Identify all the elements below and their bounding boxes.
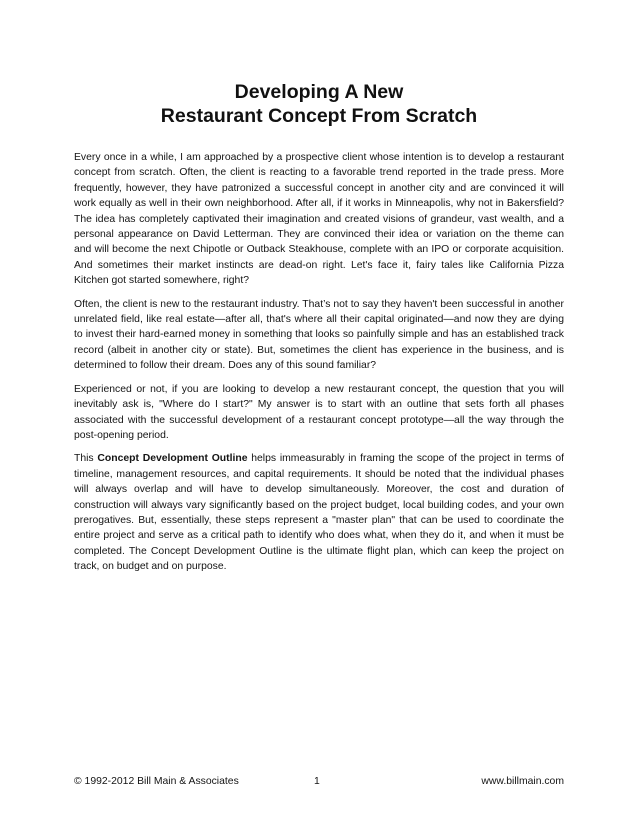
document-body	[74, 150, 564, 583]
footer-page-number: 1	[314, 776, 320, 787]
paragraph-2-text: Often, the client is new to the restaurant industry. That’s not to say they haven't been successful in another unrelated field, like real estate—after all, that's where all their capital originated—and now they are dying to invest their hard-earned money in something that looks so painfully simple and has an established track record (albeit in another city or state). But, sometimes the client has experience in the business, and is determined to follow their dream. Does any of this sound familiar?	[74, 298, 564, 372]
document-title-line-2: Restaurant Concept From Scratch	[160, 105, 478, 127]
page-footer	[74, 775, 564, 789]
paragraph-1	[74, 150, 564, 289]
paragraph-4-bold-term: Concept Development Outline	[97, 453, 248, 465]
paragraph-4-prefix: This	[74, 453, 98, 465]
paragraph-2	[74, 297, 564, 374]
paragraph-4-text: helps immeasurably in framing the scope of the project in terms of timeline, management resources, and capital requirements. It should be noted that the individual phases will always overlap and will have to develop simultaneously. Moreover, the cost and duration of construction will always vary significantly based on the project budget, local building codes, and your own prerogatives. But, essentially, these steps represent a "master plan" that can be used to coordinate the entire project and serve as a critical path to identify who does what, when they do it, and when it must be completed. The Concept Development Outline is the ultimate flight plan, which can keep the project on track, on budget and on purpose.	[74, 453, 564, 573]
paragraph-3-text: Experienced or not, if you are looking to develop a new restaurant concept, the question that you will inevitably ask is, "Where do I start?" My answer is to start with an outline that sets forth all phases associated with the successful development of a restaurant concept prototype—all the way through the post-opening period.	[74, 383, 564, 441]
footer-copyright: © 1992-2012 Bill Main & Associates	[74, 776, 239, 787]
footer-website: www.billmain.com	[481, 776, 564, 787]
document-title-line-1: Developing A New	[234, 81, 404, 103]
paragraph-4	[74, 451, 564, 574]
paragraph-1-text: Every once in a while, I am approached by a prospective client whose intention is to develop a restaurant concept from scratch. Often, the client is reacting to a favorable trend reported in the trade press. More frequently, however, they have patronized a successful concept in another city and are convinced it will work equally as well in their own neighborhood. After all, if it works in Minneapolis, why not in Bakersfield? The idea has completely captivated their imagination and created visions of grandeur, vast wealth, and a personal appearance on David Letterman. They are convinced their idea or variation on the theme can and will become the next Chipotle or Outback Steakhouse, complete with an IPO or corporate acquisition. And sometimes their market instincts are dead-on right. Let's face it, fairy tales like California Pizza Kitchen got started somewhere, right?	[74, 152, 564, 287]
paragraph-3	[74, 382, 564, 444]
